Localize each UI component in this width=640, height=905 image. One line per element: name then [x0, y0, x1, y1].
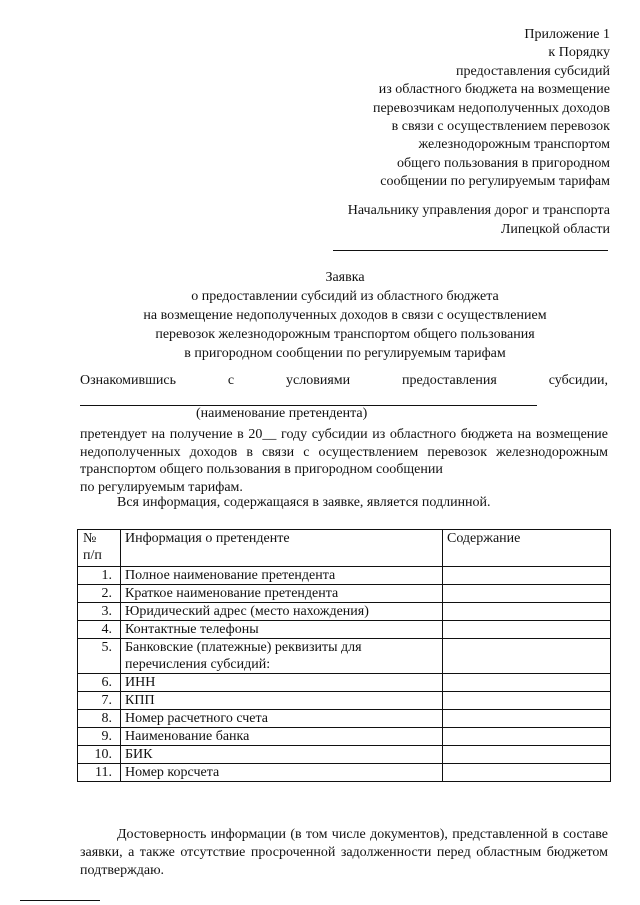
- row-number: 9.: [78, 728, 121, 746]
- title-line: Заявка: [325, 270, 365, 285]
- row-number: 5.: [78, 639, 121, 674]
- document-title: [80, 268, 610, 363]
- row-number: 4.: [78, 621, 121, 639]
- row-info: КПП: [121, 692, 443, 710]
- table-row: [78, 746, 611, 764]
- row-number: 6.: [78, 674, 121, 692]
- addressee-block: [290, 202, 610, 239]
- footnote-separator: [20, 900, 100, 901]
- row-info: Наименование банка: [121, 728, 443, 746]
- row-info: ИНН: [121, 674, 443, 692]
- header-content: Содержание: [443, 530, 611, 567]
- appendix-line: железнодорожным транспортом: [418, 137, 610, 153]
- header-number-line: №: [83, 531, 97, 546]
- row-content-cell[interactable]: [443, 746, 611, 764]
- row-content-cell[interactable]: [443, 585, 611, 603]
- appendix-line: предоставления субсидий: [455, 63, 610, 79]
- row-content-cell[interactable]: [443, 710, 611, 728]
- application-paragraph: [80, 426, 608, 496]
- row-number: 2.: [78, 585, 121, 603]
- row-info: Банковские (платежные) реквизиты для перечисления субсидий:: [121, 639, 443, 674]
- table-header-row: [78, 530, 611, 567]
- intro-word: с: [227, 373, 235, 388]
- title-line: о предоставлении субсидий из областного бюджета: [191, 289, 499, 304]
- row-content-cell[interactable]: [443, 764, 611, 782]
- row-info: Юридический адрес (место нахождения): [121, 603, 443, 621]
- title-line: на возмещение недополученных доходов в связи с осуществлением: [143, 308, 547, 323]
- row-number: 8.: [78, 710, 121, 728]
- table-row: [78, 674, 611, 692]
- row-number: 10.: [78, 746, 121, 764]
- row-content-cell[interactable]: [443, 639, 611, 674]
- table-row: [78, 639, 611, 674]
- header-number-line: п/п: [83, 548, 102, 563]
- applicant-name-caption: (наименование претендента): [196, 406, 368, 421]
- row-number: 7.: [78, 692, 121, 710]
- addressee-signature-line[interactable]: [333, 250, 608, 251]
- table-row: [78, 585, 611, 603]
- appendix-line: из областного бюджета на возмещение: [378, 82, 610, 98]
- appendix-line: перевозчикам недополученных доходов: [372, 100, 610, 116]
- row-info: Краткое наименование претендента: [121, 585, 443, 603]
- row-info: БИК: [121, 746, 443, 764]
- row-info: Номер расчетного счета: [121, 710, 443, 728]
- paragraph-text: претендует на получение в 20__ году субсидии из областного бюджета на возмещение недополученных доходов в связи с осуществлением перевозок железнодорожным транспортом общего пользования в пригородном сообщении: [80, 427, 608, 478]
- table-row: [78, 603, 611, 621]
- row-number: 11.: [78, 764, 121, 782]
- row-content-cell[interactable]: [443, 674, 611, 692]
- appendix-line: сообщении по регулируемым тарифам: [380, 174, 610, 190]
- row-info: Полное наименование претендента: [121, 567, 443, 585]
- appendix-line: в связи с осуществлением перевозок: [391, 119, 610, 135]
- table-row: [78, 621, 611, 639]
- addressee-line: Липецкой области: [500, 221, 610, 237]
- intro-word: субсидии,: [548, 373, 608, 388]
- appendix-line: общего пользования в пригородном: [397, 155, 610, 171]
- applicant-info-table: [77, 529, 611, 782]
- row-content-cell[interactable]: [443, 603, 611, 621]
- table-row: [78, 710, 611, 728]
- intro-word: условиями: [286, 373, 351, 388]
- intro-word: предоставления: [402, 373, 497, 388]
- header-info: Информация о претенденте: [121, 530, 443, 567]
- authenticity-statement: Вся информация, содержащаяся в заявке, является подлинной.: [117, 495, 491, 510]
- row-info: Номер корсчета: [121, 764, 443, 782]
- row-number: 1.: [78, 567, 121, 585]
- title-line: перевозок железнодорожным транспортом общего пользования: [155, 327, 535, 342]
- intro-word: Ознакомившись: [80, 373, 177, 388]
- paragraph-last-line: по регулируемым тарифам.: [80, 479, 243, 495]
- header-number: [78, 530, 121, 567]
- title-line: в пригородном сообщении по регулируемым тарифам: [184, 346, 506, 361]
- row-number: 3.: [78, 603, 121, 621]
- closing-statement: Достоверность информации (в том числе документов), представленной в составе заявки, а также отсутствие просроченной задолженности перед областным бюджетом подтверждаю.: [80, 827, 608, 878]
- appendix-line: Приложение 1: [524, 27, 610, 42]
- row-content-cell[interactable]: [443, 692, 611, 710]
- addressee-line: Начальнику управления дорог и транспорта: [347, 203, 610, 218]
- row-content-cell[interactable]: [443, 567, 611, 585]
- table-row: [78, 567, 611, 585]
- table-row: [78, 764, 611, 782]
- appendix-line: к Порядку: [548, 45, 610, 61]
- table-row: [78, 692, 611, 710]
- row-info: Контактные телефоны: [121, 621, 443, 639]
- table-row: [78, 728, 611, 746]
- row-content-cell[interactable]: [443, 621, 611, 639]
- row-content-cell[interactable]: [443, 728, 611, 746]
- appendix-block: [290, 26, 610, 192]
- intro-line: [80, 372, 608, 390]
